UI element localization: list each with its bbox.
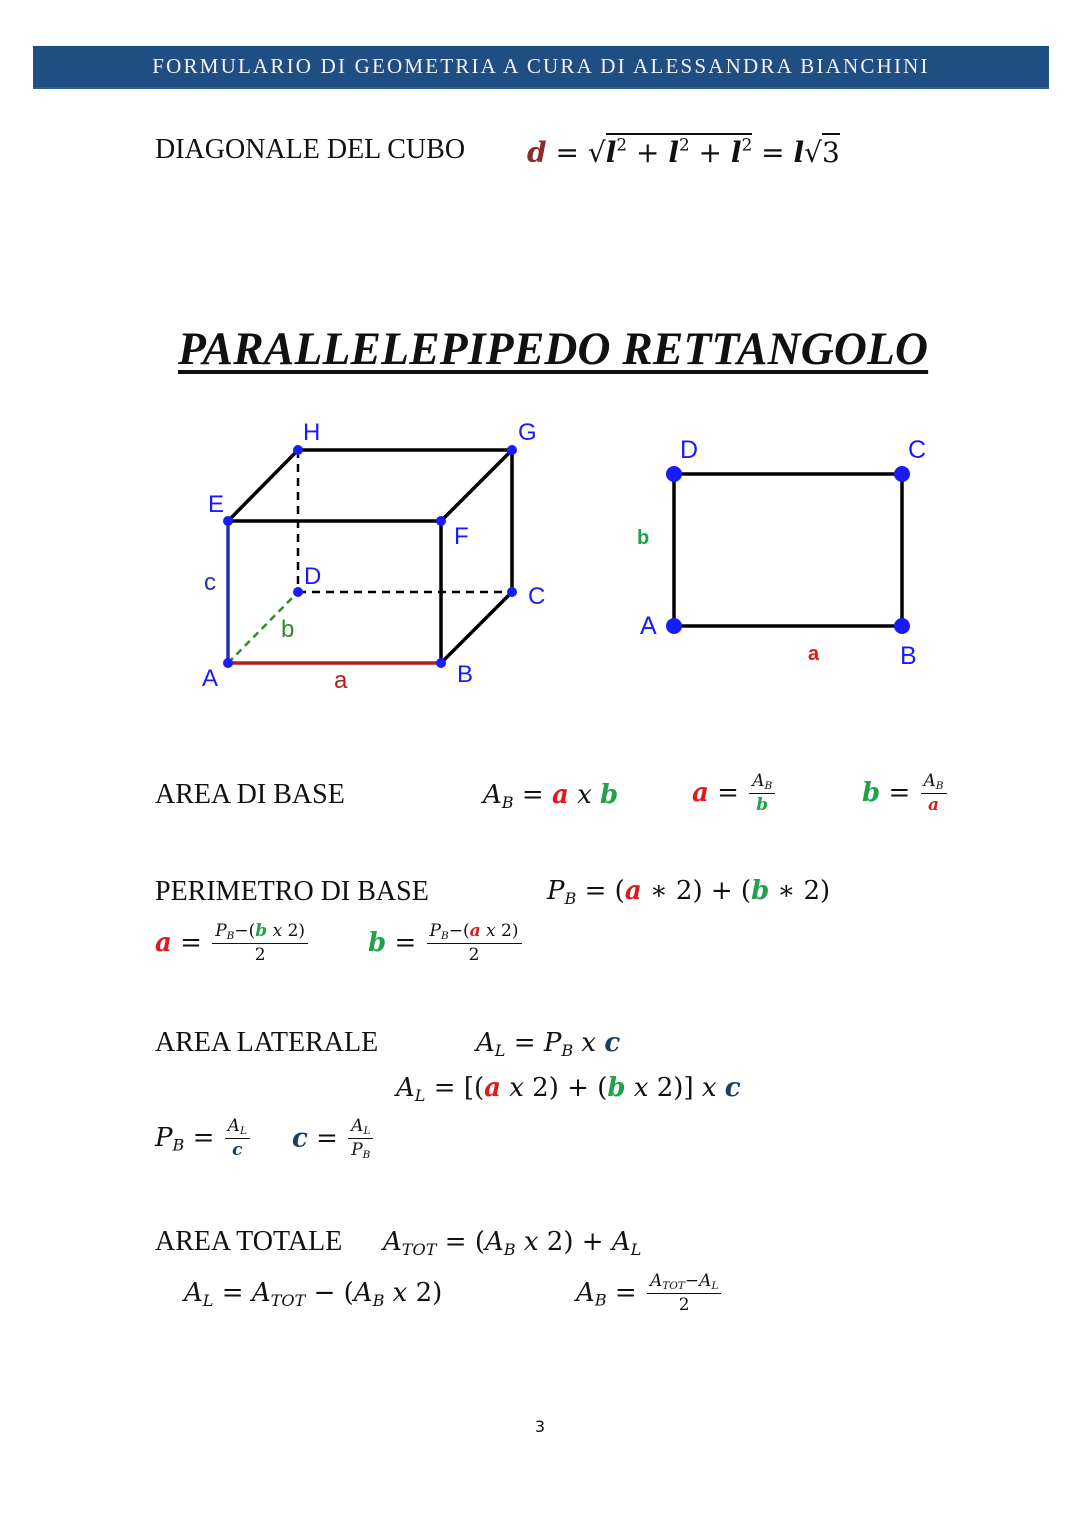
parallelepiped-diagram	[180, 410, 560, 700]
subscript-B: B	[362, 1149, 371, 1162]
label-A: A	[640, 612, 657, 640]
var-b: b	[751, 876, 770, 906]
number-2: 2	[532, 1073, 549, 1103]
number-2: 2	[803, 876, 821, 906]
vertex-C	[894, 466, 910, 482]
var-A: A	[576, 1277, 595, 1308]
var-A: A	[923, 771, 936, 791]
var-A: A	[611, 1227, 631, 1257]
label-B: B	[900, 642, 917, 670]
var-l: l	[793, 135, 805, 169]
var-c: c	[604, 1028, 621, 1058]
plus-sign: +	[567, 1073, 589, 1103]
var-A: A	[483, 780, 502, 810]
area-base-inverse-a	[692, 772, 777, 816]
subscript-L: L	[414, 1085, 426, 1105]
fraction	[749, 772, 775, 816]
times-star: ∗	[649, 876, 668, 906]
vertex-B	[894, 618, 910, 634]
subscript-TOT: TOT	[270, 1290, 306, 1310]
var-b: b	[368, 927, 387, 958]
subscript-B: B	[564, 888, 577, 908]
area-base-label: AREA DI BASE	[155, 779, 345, 810]
subscript-B: B	[561, 1040, 574, 1060]
vertex-A	[223, 658, 233, 668]
equals-sign: =	[717, 777, 739, 808]
plus-sign: +	[710, 876, 733, 906]
vertex-D	[666, 466, 682, 482]
total-area-label: AREA TOTALE	[155, 1226, 343, 1257]
var-P: P	[351, 1140, 363, 1161]
label-H: H	[303, 419, 321, 446]
subscript-B: B	[594, 1290, 607, 1310]
subscript-L: L	[202, 1290, 214, 1310]
vertex-G	[507, 445, 517, 455]
var-l: l	[730, 135, 742, 169]
cube-diagonal-label: DIAGONALE DEL CUBO	[155, 134, 466, 165]
base-rectangle-diagram	[620, 420, 950, 680]
plus-sign: +	[698, 135, 723, 169]
equals-sign: =	[433, 1073, 456, 1103]
times-x: x	[523, 1227, 539, 1257]
denominator: 2	[468, 945, 480, 966]
label-A: A	[202, 665, 219, 692]
var-b: b	[862, 777, 881, 808]
var-A: A	[383, 1227, 402, 1257]
minus-sign: −	[313, 1278, 336, 1308]
times-x: x	[272, 921, 283, 941]
subscript-B: B	[764, 780, 773, 793]
var-c: c	[724, 1073, 741, 1103]
var-A: A	[476, 1028, 495, 1058]
plus-sign: +	[581, 1227, 604, 1257]
number-2: 2	[656, 1073, 674, 1103]
area-base-formula	[483, 780, 618, 812]
times-x: x	[581, 1028, 597, 1058]
total-area-inverse-al: $A_L = A_{TOT} - (A_B$ x 2)	[184, 1278, 443, 1310]
label-D: D	[680, 436, 699, 464]
vertex-F	[436, 516, 446, 526]
fraction	[225, 1117, 250, 1161]
subscript-B: B	[935, 780, 944, 793]
equals-sign: =	[180, 927, 202, 958]
var-A: A	[227, 1116, 240, 1136]
denominator: 2	[254, 945, 266, 966]
perimeter-base-formula: $P_B = (a$ ∗ 2) + (b ∗ 2)	[547, 876, 831, 908]
minus-sign: −	[684, 1271, 700, 1291]
number-2: 2	[501, 921, 512, 941]
var-A: A	[353, 1278, 373, 1308]
label-C: C	[908, 436, 927, 464]
number-2: 2	[287, 921, 299, 941]
times-x: x	[392, 1278, 408, 1308]
document-header-title: FORMULARIO DI GEOMETRIA A CURA DI ALESSANDRA BIANCHINI	[152, 54, 930, 78]
header-bar	[33, 46, 1049, 89]
var-b: b	[600, 780, 619, 810]
vertex-B	[436, 658, 446, 668]
subscript-L: L	[363, 1125, 371, 1138]
denominator: 2	[678, 1295, 690, 1316]
var-P: P	[215, 921, 227, 941]
edge-label-c: c	[204, 569, 216, 596]
var-a: a	[484, 1073, 501, 1103]
perimeter-inverse-a	[155, 922, 310, 966]
var-P: P	[155, 1122, 173, 1153]
vertex-E	[223, 516, 233, 526]
equals-sign: =	[221, 1278, 244, 1308]
subscript-L: L	[630, 1239, 642, 1259]
equals-sign: =	[394, 927, 417, 958]
var-P: P	[547, 876, 565, 906]
equals-sign: =	[444, 1227, 467, 1257]
sqrt-icon: √	[587, 135, 606, 169]
vertex-D	[293, 587, 303, 597]
sqrt-radicand	[606, 133, 753, 169]
subscript-TOT: TOT	[662, 1280, 685, 1293]
var-a: a	[551, 780, 569, 810]
subscript-B: B	[501, 792, 514, 812]
cube-diagonal-formula	[527, 134, 840, 169]
var-c: c	[232, 1140, 243, 1161]
times-x: x	[509, 1073, 524, 1103]
times-x: x	[701, 1073, 717, 1103]
var-P: P	[543, 1028, 562, 1058]
var-d: d	[527, 135, 547, 169]
exponent: 2	[741, 134, 753, 154]
label-F: F	[454, 523, 469, 550]
var-c: c	[292, 1123, 308, 1154]
perimeter-base-label: PERIMETRO DI BASE	[155, 876, 429, 907]
var-a: a	[928, 795, 940, 816]
plus-sign: +	[635, 135, 660, 169]
minus-sign: −	[448, 921, 463, 941]
var-A: A	[484, 1227, 504, 1257]
equals-sign: =	[316, 1123, 338, 1154]
number-2: 2	[415, 1278, 433, 1308]
subscript-B: B	[440, 930, 449, 943]
subscript-B: B	[172, 1135, 185, 1155]
lateral-area-inverse-pb	[155, 1117, 252, 1161]
var-b: b	[255, 921, 268, 941]
lateral-area-formula-2: $A_L = [(a$ x 2) + (b x 2)] x c	[396, 1073, 741, 1105]
area-base-inverse-b	[862, 772, 949, 816]
var-A: A	[251, 1278, 271, 1308]
equals-sign: =	[555, 135, 579, 169]
minus-sign: −	[234, 921, 249, 941]
var-A: A	[649, 1271, 663, 1291]
equals-sign: =	[192, 1122, 215, 1153]
fraction	[921, 772, 947, 816]
total-area-formula: $A_{TOT} = (A_B$ x $2) + A_L$	[383, 1227, 642, 1259]
equals-sign: =	[888, 777, 911, 808]
equals-sign: =	[584, 876, 607, 906]
subscript-L: L	[711, 1280, 719, 1293]
subscript-B: B	[372, 1290, 385, 1310]
number-2: 2	[675, 876, 693, 906]
edge-label-b: b	[281, 616, 295, 643]
var-b: b	[607, 1073, 626, 1103]
exponent: 2	[678, 134, 690, 154]
lateral-area-label: AREA LATERALE	[155, 1027, 379, 1058]
var-A: A	[396, 1073, 415, 1103]
number-2: 2	[546, 1227, 564, 1257]
fraction: $\frac{P_B-(b x 2)}{2}$	[212, 922, 308, 966]
var-A: A	[699, 1271, 712, 1291]
fraction	[348, 1117, 373, 1162]
var-a: a	[469, 921, 481, 941]
lateral-area-inverse-c	[292, 1117, 375, 1162]
edge-label-a: a	[334, 667, 348, 694]
label-B: B	[457, 661, 474, 688]
var-P: P	[429, 921, 441, 941]
vertex-C	[507, 587, 517, 597]
times-star: ∗	[777, 876, 796, 906]
section-title: PARALLELEPIPEDO RETTANGOLO	[178, 323, 929, 375]
subscript-B: B	[226, 930, 235, 943]
var-a: a	[624, 876, 642, 906]
vertex-A	[666, 618, 682, 634]
equals-sign: =	[614, 1277, 637, 1308]
sqrt-radicand: 3	[822, 133, 840, 169]
label-C: C	[528, 583, 546, 610]
edge-label-a: a	[808, 643, 820, 665]
times-x: x	[577, 780, 592, 810]
total-area-inverse-ab	[576, 1272, 723, 1316]
var-b: b	[756, 795, 769, 816]
fraction	[647, 1272, 722, 1316]
var-a: a	[155, 927, 172, 958]
var-A: A	[184, 1278, 203, 1308]
var-l: l	[605, 135, 617, 169]
perimeter-inverse-b	[368, 922, 524, 966]
sqrt-icon: √	[804, 135, 823, 169]
subscript-B: B	[503, 1239, 516, 1259]
lateral-area-formula-1	[476, 1028, 620, 1060]
times-x: x	[486, 921, 496, 941]
var-a: a	[692, 777, 709, 808]
var-A: A	[351, 1116, 364, 1136]
var-l: l	[668, 135, 679, 169]
vertex-H	[293, 445, 303, 455]
equals-sign: =	[513, 1028, 536, 1058]
edge-label-b: b	[637, 527, 650, 549]
label-E: E	[208, 491, 225, 518]
var-A: A	[752, 771, 765, 791]
subscript-L: L	[494, 1040, 506, 1060]
subscript-L: L	[239, 1125, 247, 1138]
label-G: G	[518, 419, 537, 446]
fraction: $\frac{P_B-(a x 2)}{2}$	[427, 922, 522, 966]
subscript-TOT: TOT	[401, 1239, 437, 1259]
equals-sign: =	[521, 780, 544, 810]
page-number: 3	[534, 1417, 546, 1436]
label-D: D	[304, 563, 322, 590]
exponent: 2	[616, 134, 628, 154]
equals-sign: =	[761, 135, 785, 169]
times-x: x	[633, 1073, 649, 1103]
